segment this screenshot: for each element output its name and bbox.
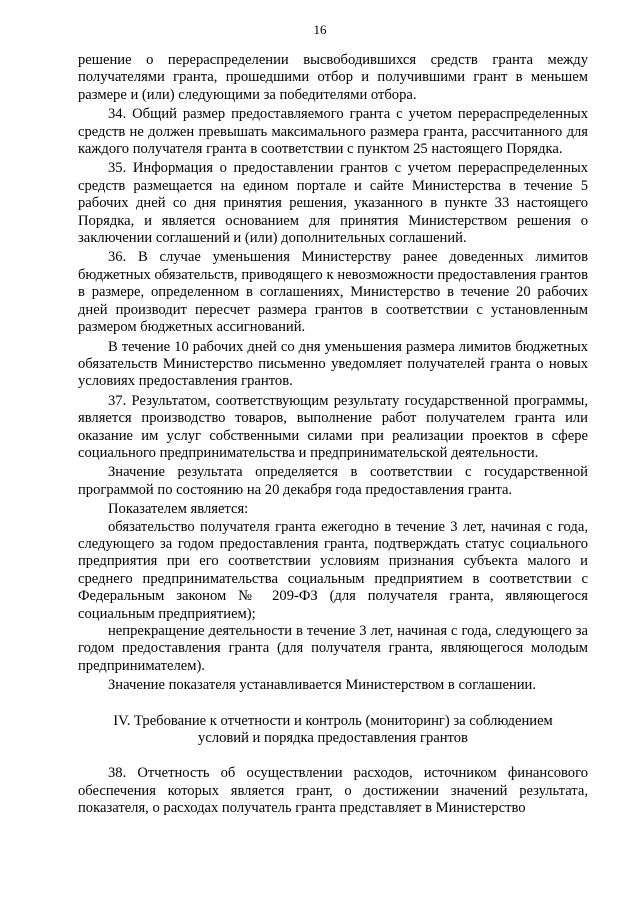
section-heading: IV. Требование к отчетности и контроль (мониторинг) за соблюдением условий и порядка предоставления грантов [113, 712, 553, 747]
paragraph-36: 36. В случае уменьшения Министерству ранее доведенных лимитов бюджетных обязательств, приводящего к невозможности предоставления грантов в размере, определенном в соглашениях, Министерство в течение 20 рабочих дней производит пересчет размера грантов в соответствии с установленным размером бюджетных ассигнований. [78, 249, 588, 336]
paragraph-37-result-value: Значение результата определяется в соответствии с государственной программой по состоянию на 20 декабря года предоставления гранта. [78, 464, 588, 498]
paragraph-36-notice: В течение 10 рабочих дней со дня уменьшения размера лимитов бюджетных обязательств Министерство письменно уведомляет получателей гранта о новых условиях предоставления грантов. [78, 338, 588, 390]
paragraph-38: 38. Отчетность об осуществлении расходов, источником финансового обеспечения которых является грант, о достижении значений результата, показателя, о расходах получатель гранта представляет в Министерство [78, 765, 588, 817]
paragraph-37-indicator-value: Значение показателя устанавливается Министерством в соглашении. [108, 677, 537, 694]
paragraph-37-indicator-intro: Показателем является: [108, 501, 249, 518]
page-number: 16 [313, 22, 327, 37]
document-body [78, 52, 588, 818]
paragraph-37-indicator-2: непрекращение деятельности в течение 3 лет, начиная с года, следующего за годом предоставления гранта (для получателя гранта, являющегося молодым предпринимателем). [78, 623, 588, 674]
paragraph-continuation: решение о перераспределении высвободившихся средств гранта между получателями гранта, прошедшими отбор и получившими грант в меньшем размере и (или) следующими за победителями отбора. [78, 52, 588, 103]
paragraph-37-indicator-1: обязательство получателя гранта ежегодно в течение 3 лет, начиная с года, следующего за годом предоставления гранта, подтверждать статус социального предприятия при его соответствии условиям признания субъекта малого и среднего предпринимательства социальным предприятием в соответствии с Федеральным законом № 209-ФЗ (для получателя гранта, являющегося социальным предприятием); [78, 518, 588, 622]
paragraph-35: 35. Информация о предоставлении грантов с учетом перераспределенных средств размещается на едином портале и сайте Министерства в течение 5 рабочих дней со дня принятия решения, указанного в пункте 33 настоящего Порядка, и является основанием для принятия Министерством решения о заключении соглашений и (или) дополнительных соглашений. [78, 160, 588, 247]
paragraph-34: 34. Общий размер предоставляемого гранта с учетом перераспределенных средств не должен превышать максимального размера гранта, рассчитанного для каждого получателя гранта в соответствии с пунктом 25 настоящего Порядка. [78, 106, 588, 158]
paragraph-37: 37. Результатом, соответствующим результату государственной программы, является производство товаров, выполнение работ получателем гранта или оказание им услуг собственными силами при реализации проектов в сфере социального предпринимательства и предпринимательской деятельности. [78, 392, 588, 461]
